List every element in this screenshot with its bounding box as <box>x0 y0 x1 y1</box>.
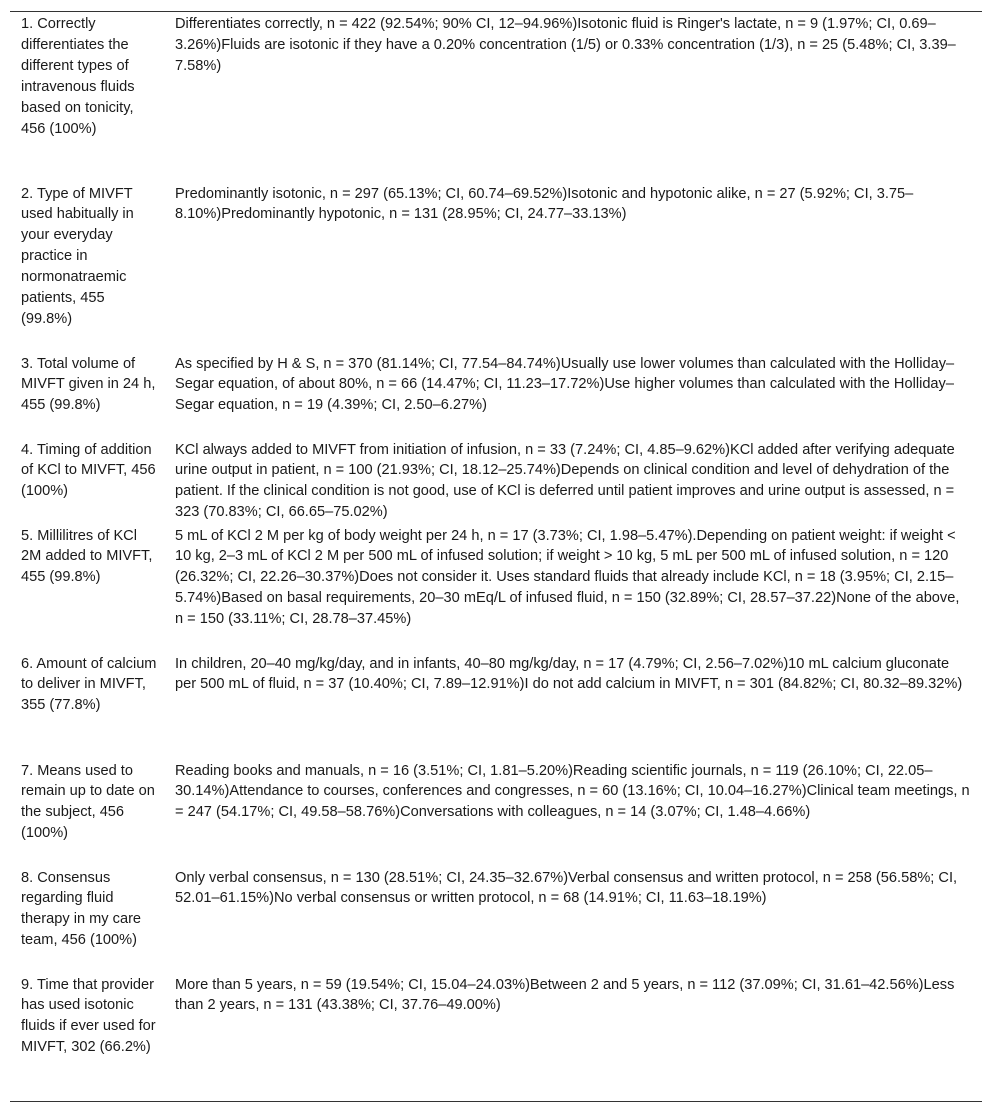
question-cell: 5. Millilitres of KCl 2M added to MIVFT, 455 (99.8%) <box>21 527 153 586</box>
table-row <box>10 652 982 759</box>
table-row <box>10 973 982 1102</box>
table-row <box>10 182 982 352</box>
answer-cell: 5 mL of KCl 2 M per kg of body weight per 24 h, n = 17 (3.73%; CI, 1.98–5.47%).Depending on patient weight: if weight < 10 kg, 2–3 mL of KCl 2 M per 500 mL of infused solution; if weight > 10 kg, 5 mL per 500 mL of infused solution, n = 120 (26.32%; CI, 22.26–30.37%)Does not consider it. Uses standard fluids that already include KCl, n = 18 (3.95%; CI, 2.15–5.74%)Based on basal requirements, 20–30 mEq/L of infused fluid, n = 150 (32.89%; CI, 28.57–37.22)None of the above, n = 150 (33.11%; CI, 28.78–37.45%) <box>175 527 960 628</box>
table-row <box>10 524 982 652</box>
question-cell: 2. Type of MIVFT used habitually in your everyday practice in normonatraemic patients, 455 (99.8%) <box>21 185 134 327</box>
question-cell: 6. Amount of calcium to deliver in MIVFT, 355 (77.8%) <box>21 655 157 714</box>
table-row <box>10 12 982 182</box>
question-cell: 1. Correctly differentiates the different types of intravenous fluids based on tonicity, 456 (100%) <box>21 16 135 137</box>
answer-cell: In children, 20–40 mg/kg/day, and in infants, 40–80 mg/kg/day, n = 17 (4.79%; CI, 2.56–7.02%)10 mL calcium gluconate per 500 mL of fluid, n = 37 (10.40%; CI, 7.89–12.91%)I do not add calcium in MIVFT, n = 301 (84.82%; CI, 80.32–89.32%) <box>175 655 963 693</box>
question-cell: 7. Means used to remain up to date on the subject, 456 (100%) <box>21 762 155 842</box>
table-row <box>10 438 982 524</box>
question-cell: 9. Time that provider has used isotonic fluids if ever used for MIVFT, 302 (66.2%) <box>21 976 156 1056</box>
answer-cell: Reading books and manuals, n = 16 (3.51%; CI, 1.81–5.20%)Reading scientific journals, n = 119 (26.10%; CI, 22.05–30.14%)Attendance to courses, conferences and congresses, n = 60 (13.16%; CI, 10.04–16.27%)Clinical team meetings, n = 247 (54.17%; CI, 49.58–58.76%)Conversations with colleagues, n = 14 (3.07%; CI, 1.48–4.66%) <box>175 762 970 821</box>
answer-cell: More than 5 years, n = 59 (19.54%; CI, 15.04–24.03%)Between 2 and 5 years, n = 112 (37.09%; CI, 31.61–42.56%)Less than 2 years, n = 131 (43.38%; CI, 37.76–49.00%) <box>175 976 955 1014</box>
answer-cell: As specified by H & S, n = 370 (81.14%; CI, 77.54–84.74%)Usually use lower volumes than calculated with the Holliday–Segar equation, of about 80%, n = 66 (14.47%; CI, 11.23–17.72%)Use higher volumes than calculated with the Holliday–Segar equation, n = 19 (4.39%; CI, 2.50–6.27%) <box>175 355 955 414</box>
survey-results <box>10 11 982 1102</box>
table-row <box>10 352 982 438</box>
table-row <box>10 759 982 866</box>
answer-cell: Predominantly isotonic, n = 297 (65.13%; CI, 60.74–69.52%)Isotonic and hypotonic alike, n = 27 (5.92%; CI, 3.75–8.10%)Predominantly hypotonic, n = 131 (28.95%; CI, 24.77–33.13%) <box>175 185 914 223</box>
question-cell: 8. Consensus regarding fluid therapy in my care team, 456 (100%) <box>21 869 142 949</box>
answer-cell: Only verbal consensus, n = 130 (28.51%; CI, 24.35–32.67%)Verbal consensus and written protocol, n = 258 (56.58%; CI, 52.01–61.15%)No verbal consensus or written protocol, n = 68 (14.91%; CI, 11.63–18.19%) <box>175 869 958 907</box>
answer-cell: Differentiates correctly, n = 422 (92.54%; 90% CI, 12–94.96%)Isotonic fluid is Ringer's lactate, n = 9 (1.97%; CI, 0.69–3.26%)Fluids are isotonic if they have a 0.20% concentration (1/5) or 0.33% concentration (1/3), n = 25 (5.48%; CI, 3.39–7.58%) <box>175 16 956 74</box>
question-cell: 4. Timing of addition of KCl to MIVFT, 456 (100%) <box>21 441 156 500</box>
answer-cell: KCl always added to MIVFT from initiation of infusion, n = 33 (7.24%; CI, 4.85–9.62%)KCl added after verifying adequate urine output in patient, n = 100 (21.93%; CI, 18.12–25.74%)Depends on clinical condition and level of dehydration of the patient. If the clinical condition is not good, use of KCl is deferred until patient improves and urine output is assessed, n = 323 (70.83%; CI, 66.65–75.02%) <box>175 441 955 521</box>
table-row <box>10 866 982 973</box>
question-cell: 3. Total volume of MIVFT given in 24 h, 455 (99.8%) <box>21 355 156 414</box>
results-table <box>10 11 982 1102</box>
